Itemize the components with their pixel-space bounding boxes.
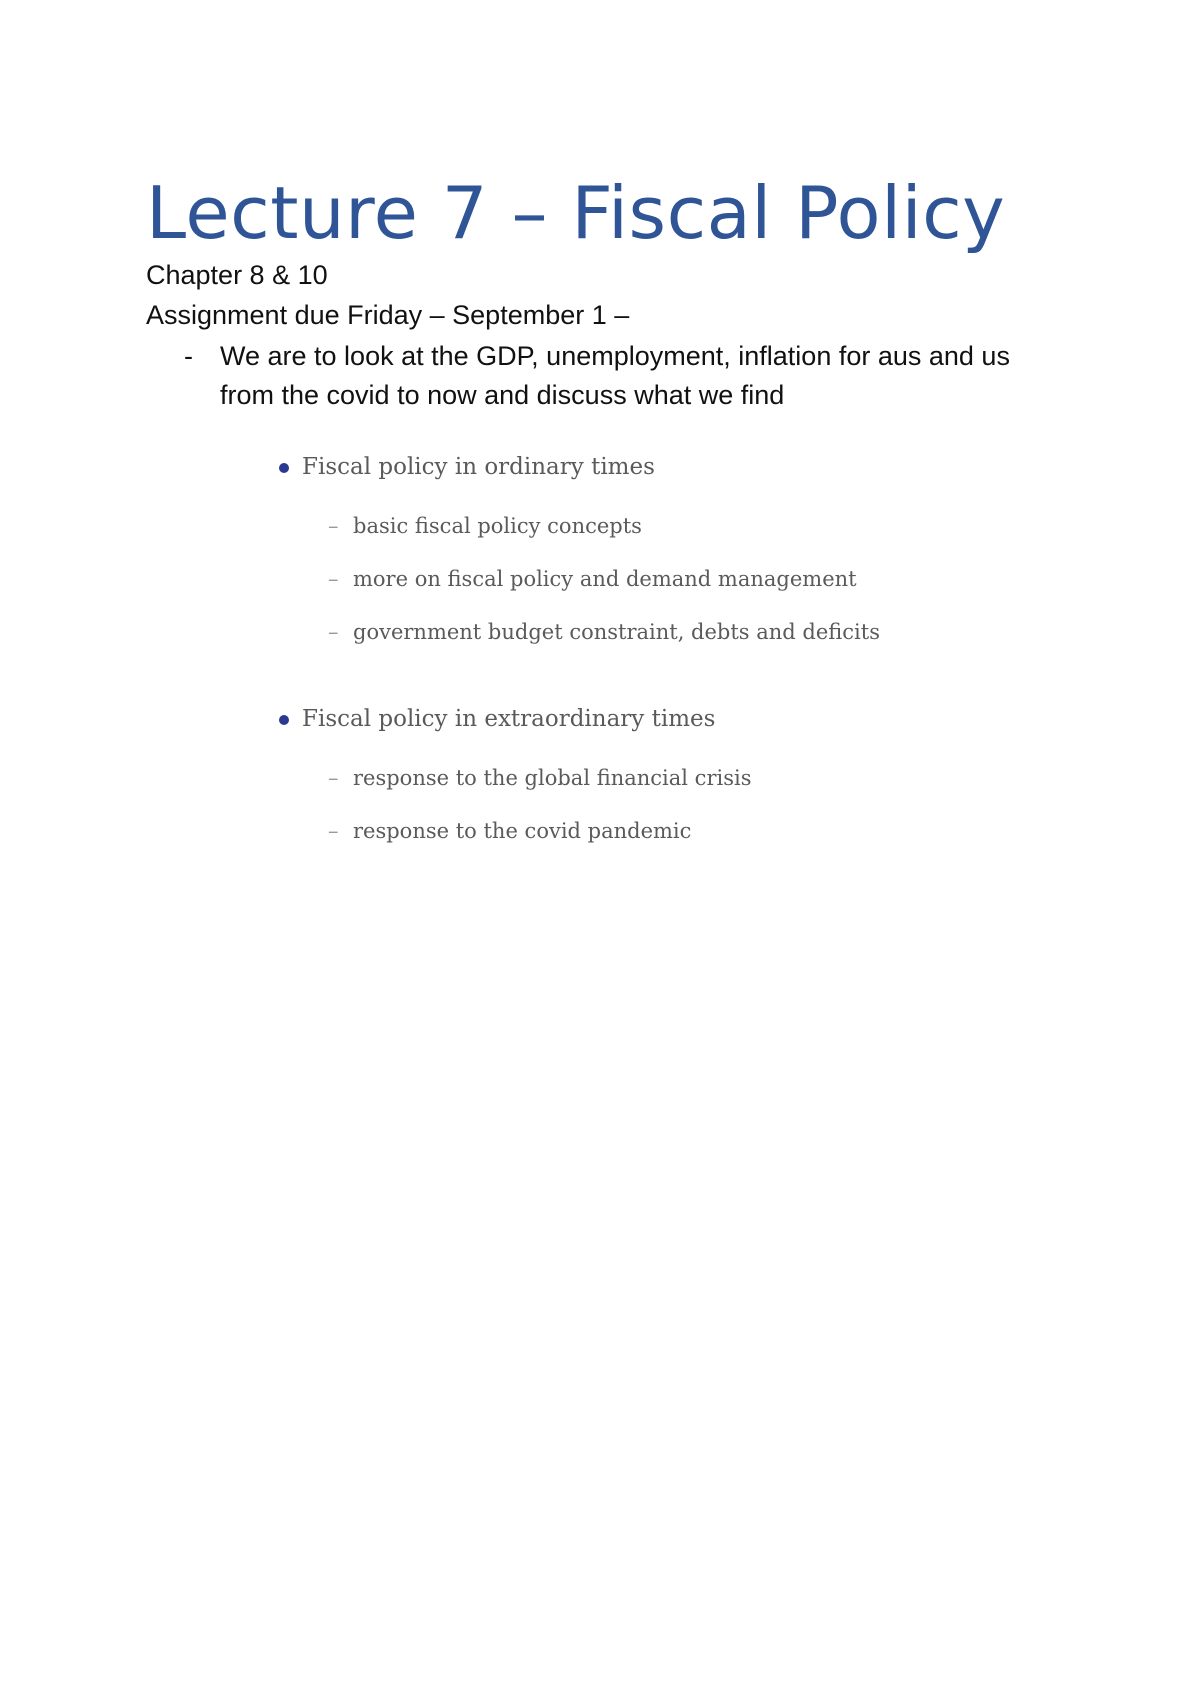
dash-icon: – [328, 514, 339, 538]
sub-item-label: government budget constraint, debts and deficits [353, 620, 880, 644]
task-text: We are to look at the GDP, unemployment, inflation for aus and us from the covid to now and discuss what we find [220, 341, 1010, 410]
sub-item-label: response to the global financial crisis [353, 766, 752, 790]
slide-excerpt [270, 452, 970, 862]
section-label: Fiscal policy in extraordinary times [302, 706, 716, 732]
task-bullet-marker: - [184, 341, 193, 371]
sub-item-label: response to the covid pandemic [353, 819, 692, 843]
sub-item-label: more on fiscal policy and demand management [353, 567, 857, 591]
dash-icon: – [328, 766, 339, 790]
dash-icon: – [328, 819, 339, 843]
assignment-note: Assignment due Friday – September 1 – [146, 300, 630, 330]
sub-item-label: basic fiscal policy concepts [353, 514, 642, 538]
dash-icon: – [328, 567, 339, 591]
dash-icon: – [328, 620, 339, 644]
bullet-dot-icon [279, 463, 289, 473]
section-label: Fiscal policy in ordinary times [302, 454, 655, 480]
chapter-reference: Chapter 8 & 10 [146, 260, 328, 290]
page-title: Lecture 7 – Fiscal Policy [146, 171, 1006, 255]
bullet-dot-icon [279, 715, 289, 725]
